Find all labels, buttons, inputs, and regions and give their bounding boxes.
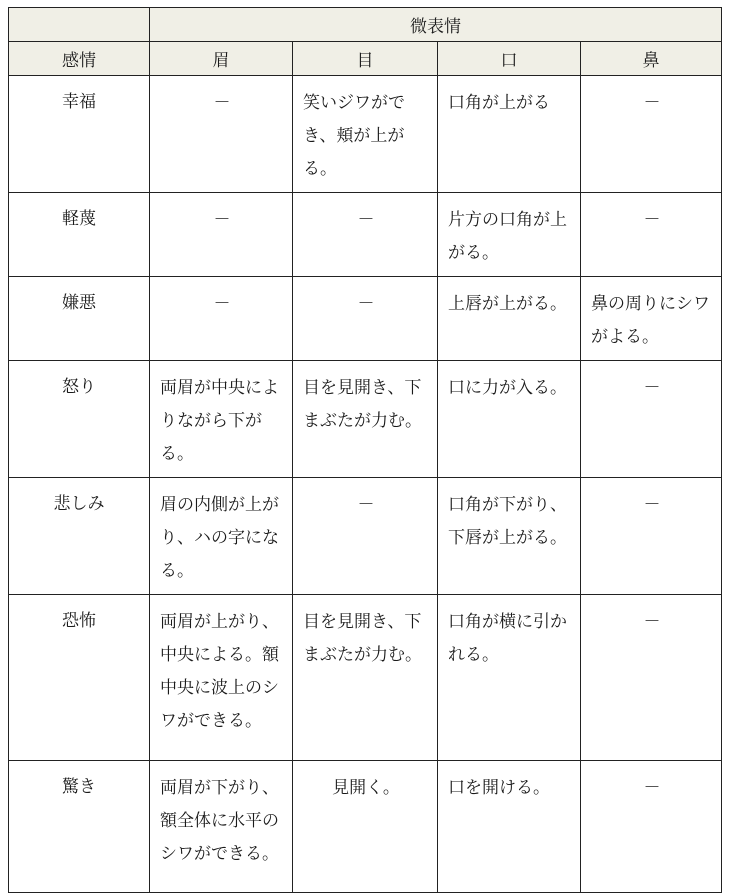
eye-cell: 目を見開き、下まぶたが力む。	[293, 595, 438, 761]
eye-cell: 見開く。	[293, 761, 438, 893]
brow-cell: －	[150, 76, 293, 193]
table-row	[9, 277, 722, 361]
mouth-cell: 口角が横に引かれる。	[438, 595, 581, 761]
brow-cell: 眉の内側が上がり、ハの字になる。	[150, 478, 293, 595]
column-header-brow: 眉	[150, 42, 293, 76]
nose-cell: －	[581, 361, 722, 478]
emotion-cell: 嫌悪	[9, 277, 150, 361]
nose-cell: －	[581, 76, 722, 193]
mouth-cell: 片方の口角が上がる。	[438, 193, 581, 277]
micro-expression-table	[8, 7, 722, 893]
mouth-cell: 口に力が入る。	[438, 361, 581, 478]
brow-cell: －	[150, 277, 293, 361]
mouth-cell: 上唇が上がる。	[438, 277, 581, 361]
table-row	[9, 76, 722, 193]
table-row	[9, 193, 722, 277]
table-row	[9, 361, 722, 478]
column-header-nose: 鼻	[581, 42, 722, 76]
emotion-cell: 幸福	[9, 76, 150, 193]
column-header-mouth: 口	[438, 42, 581, 76]
header-columns-row	[9, 42, 722, 76]
nose-cell: －	[581, 761, 722, 893]
eye-cell: －	[293, 193, 438, 277]
brow-cell: －	[150, 193, 293, 277]
table-row	[9, 761, 722, 893]
nose-cell: －	[581, 193, 722, 277]
header-group-label: 微表情	[150, 8, 722, 42]
mouth-cell: 口角が上がる	[438, 76, 581, 193]
eye-cell: －	[293, 277, 438, 361]
emotion-cell: 恐怖	[9, 595, 150, 761]
nose-cell: －	[581, 478, 722, 595]
brow-cell: 両眉が中央によりながら下がる。	[150, 361, 293, 478]
mouth-cell: 口角が下がり、下唇が上がる。	[438, 478, 581, 595]
nose-cell: 鼻の周りにシワがよる。	[581, 277, 722, 361]
table-row	[9, 478, 722, 595]
column-header-eye: 目	[293, 42, 438, 76]
emotion-cell: 悲しみ	[9, 478, 150, 595]
brow-cell: 両眉が上がり、中央による。額中央に波上のシワができる。	[150, 595, 293, 761]
column-header-emotion: 感情	[9, 42, 150, 76]
eye-cell: －	[293, 478, 438, 595]
emotion-cell: 軽蔑	[9, 193, 150, 277]
emotion-cell: 驚き	[9, 761, 150, 893]
eye-cell: 目を見開き、下まぶたが力む。	[293, 361, 438, 478]
eye-cell: 笑いジワができ、頬が上がる。	[293, 76, 438, 193]
header-blank-cell	[9, 8, 150, 42]
emotion-cell: 怒り	[9, 361, 150, 478]
table-row	[9, 595, 722, 761]
brow-cell: 両眉が下がり、額全体に水平のシワができる。	[150, 761, 293, 893]
header-group-row	[9, 8, 722, 42]
mouth-cell: 口を開ける。	[438, 761, 581, 893]
nose-cell: －	[581, 595, 722, 761]
